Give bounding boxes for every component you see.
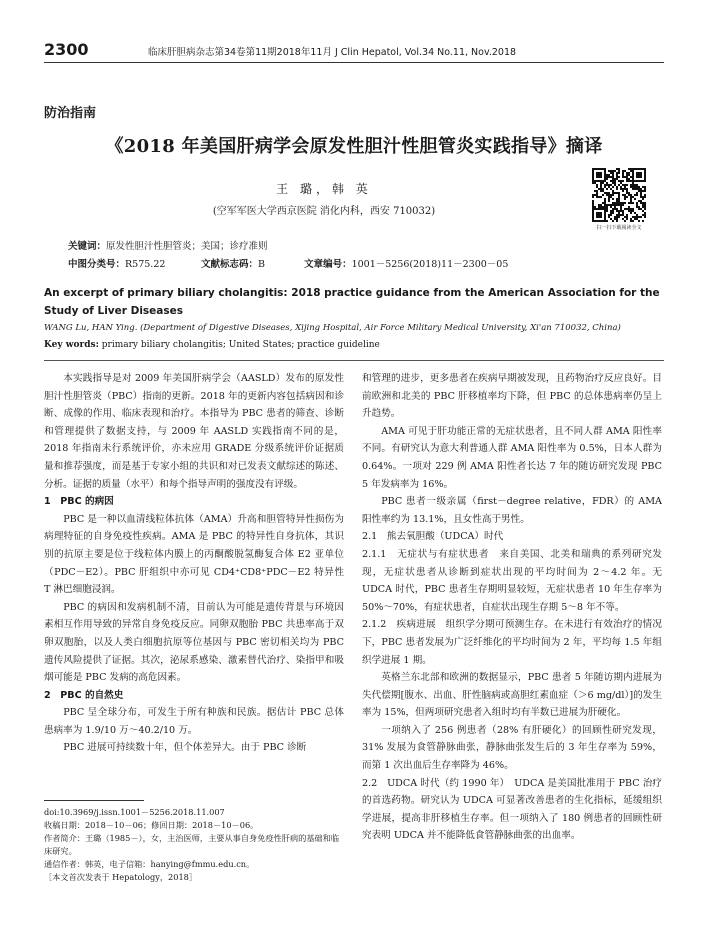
paragraph: 来自美国、北美和瑞典的系列研究发现，无症状患者从诊断到症状出现的平均时间为 2～4.2 年。无 UDCA 时代，PBC 患者生存期明显较短，无症状患者 10 年生存率为 50%～70%，有症状患者，自症状出现生存期 5～8 年不等。 [362, 548, 663, 613]
subsubsection-heading: 2.1.2 疾病进展 [362, 619, 436, 631]
section-heading-etiology: 1 PBC 的病因 [44, 496, 114, 508]
authors: 王 璐，韩 英 [276, 182, 372, 196]
english-keywords-text: primary biliary cholangitis; United States; practice guideline [101, 340, 380, 350]
paragraph: PBC 的病因和发病机制不清，目前认为可能是遗传背景与环境因素相互作用导致的异常自身免疫反应。同卵双胞胎 PBC 共患率高于双卵双胞胎，以及人类白细胞抗原等位基因与 PBC 密切相关均为 PBC 遗传风险提供了证据。其次，泌尿系感染、激素替代治疗、染指甲和吸烟可能是 PBC 发病的高危因素。 [44, 601, 344, 684]
left-column [44, 370, 344, 757]
paragraph: PBC 是一种以血清线粒体抗体（AMA）升高和胆管特异性损伤为病理特征的自身免疫性疾病。AMA 是 PBC 的特异性自身抗体，其识别的抗原主要是位于线粒体内膜上的丙酮酸脱氢酶复合体 E2 亚单位（PDC－E2）。PBC 肝组织中亦可见 CD4⁺CD8⁺PDC－E2 特异性 T 淋巴细胞浸润。 [44, 513, 344, 596]
article-title: 《2018 年美国肝病学会原发性胆汁性胆管炎实践指导》摘译 [105, 136, 603, 157]
affiliation: (空军军医大学西京医院 消化内科，西安 710032) [212, 206, 436, 217]
english-keywords-label: Key words: [44, 340, 99, 350]
english-title: An excerpt of primary biliary cholangitis: 2018 practice guidance from the American Association for the Study of Liver Diseases [44, 287, 660, 317]
footnotes [44, 806, 344, 884]
paragraph: PBC 进展可持续数十年，但个体差异大。由于 PBC 诊断 [63, 742, 307, 754]
abstract-rule [44, 360, 664, 361]
intro-paragraph: 本实践指导是对 2009 年美国肝病学会（AASLD）发布的原发性胆汁性胆管炎（PBC）指南的更新。2018 年的更新内容包括病因和诊断、成像的作用、临床表现和治疗。本指导为 PBC 患者的筛查、诊断和管理提供了数据支持，与 2009 年 AASLD 实践指南不同的是，2018 年指南未行系统评价，亦未应用 GRADE 分级系统评价证据质量和推荐强度，而是基于专家小组的共识和对已发表文献综述的陈述、分析。证据的质量（水平）和每个指导声明的强度没有评级。 [44, 373, 344, 490]
received-date: 收稿日期：2018－10－06；修回日期：2018－10－06。 [44, 820, 259, 830]
page-number: 2300 [44, 40, 89, 59]
doc-value: B [258, 259, 266, 270]
footnote-rule [44, 800, 144, 801]
column-tag: 防治指南 [44, 106, 97, 121]
paragraph: 组织学分期可预测生存。在未进行有效治疗的情况下，PBC 患者发展为广泛纤维化的平均时间为 2 年，平均每 1.5 年组织学进展 1 期。 [362, 619, 662, 666]
author-intro: 作者简介：王璐（1985－），女，主治医师，主要从事自身免疫性肝病的基础和临床研究。 [44, 833, 340, 856]
section-heading-natural-history: 2 PBC 的自然史 [44, 689, 124, 701]
keywords-cn-text: 原发性胆汁性胆管炎；美国；诊疗准则 [106, 241, 268, 252]
english-authors: WANG Lu, HAN Ying. (Department of Digestive Diseases, Xijing Hospital, Air Force Military Medical University, Xi'an 710032, China) [44, 323, 621, 333]
english-keywords [44, 340, 668, 350]
keywords-cn [68, 238, 268, 252]
right-column [362, 370, 662, 845]
paragraph: 一项纳入了 256 例患者（28% 有肝硬化）的回顾性研究发现，31% 发展为食管静脉曲张，静脉曲张发生后的 3 年生存率为 59%，而第 1 次出血后生存率降为 46%。 [362, 724, 662, 772]
keywords-cn-label: 关键词： [68, 241, 107, 252]
corresponding-author: 通信作者：韩英，电子信箱：hanying@fmmu.edu.cn。 [44, 859, 255, 869]
qr-code[interactable] [592, 168, 646, 222]
doi: doi:10.3969/j.issn.1001－5256.2018.11.007 [44, 807, 225, 817]
journal-header: 临床肝胆病杂志第34卷第11期2018年11月 J Clin Hepatol, Vol.34 No.11, Nov.2018 [148, 47, 517, 58]
paragraph: 和管理的进步，更多患者在疾病早期被发现，且药物治疗反应良好。目前欧洲和北美的 PBC 肝移植率均下降，但 PBC 的总体患病率仍呈上升趋势。 [362, 373, 662, 420]
paragraph: PBC 呈全球分布，可发生于所有种族和民族。据估计 PBC 总体患病率为 1.9/10 万～40.2/10 万。 [44, 707, 344, 736]
paragraph: UDCA 是美国批准用于 PBC 治疗的首选药物。研究认为 UDCA 可显著改善患者的生化指标，延缓组织学进展，提高非肝移植生存率。但一项纳入了 180 例患者的回顾性研究表明 UDCA 并不能降低食管静脉曲张的出血率。 [362, 777, 663, 842]
clc-label: 中图分类号： [68, 259, 126, 270]
subsection-heading: 2.2 UDCA 时代（约 1990 年） [362, 777, 505, 789]
article-no-label: 文章编号： [304, 259, 352, 270]
clc-value: R575.22 [125, 259, 166, 270]
paragraph: PBC 患者一级亲属（first－degree relative，FDR）的 AMA 阳性率约为 13.1%，且女性高于男性。 [362, 496, 662, 525]
source-note: ［本文首次发表于 Hepatology，2018］ [44, 872, 198, 882]
article-meta [68, 256, 668, 270]
paragraph: AMA 可见于肝功能正常的无症状患者，且不同人群 AMA 阳性率不同。有研究认为意大利普通人群 AMA 阳性率为 0.5%，日本人群为 0.64%。一项对 229 例 AMA 阳性者长达 7 年的随访研究发现 PBC 5 年发病率为 16%。 [362, 425, 662, 490]
qr-caption: 扫一扫下载阅读全文 [596, 225, 642, 231]
article-no-value: 1001－5256(2018)11－2300－05 [351, 259, 509, 270]
paragraph: 英格兰东北部和欧洲的数据显示，PBC 患者 5 年随访期内进展为失代偿期[腹水、出血、肝性脑病或高胆红素血症（＞6 mg/dl）]的发生率为 15%，但两项研究患者入组时均有半数已进展为肝硬化。 [362, 672, 662, 719]
subsection-heading-udca-era: 2.1 熊去氧胆酸（UDCA）时代 [362, 531, 504, 543]
subsubsection-heading: 2.1.1 无症状与有症状患者 [362, 548, 490, 560]
header-rule [44, 62, 664, 63]
doc-label: 文献标志码： [201, 259, 259, 270]
